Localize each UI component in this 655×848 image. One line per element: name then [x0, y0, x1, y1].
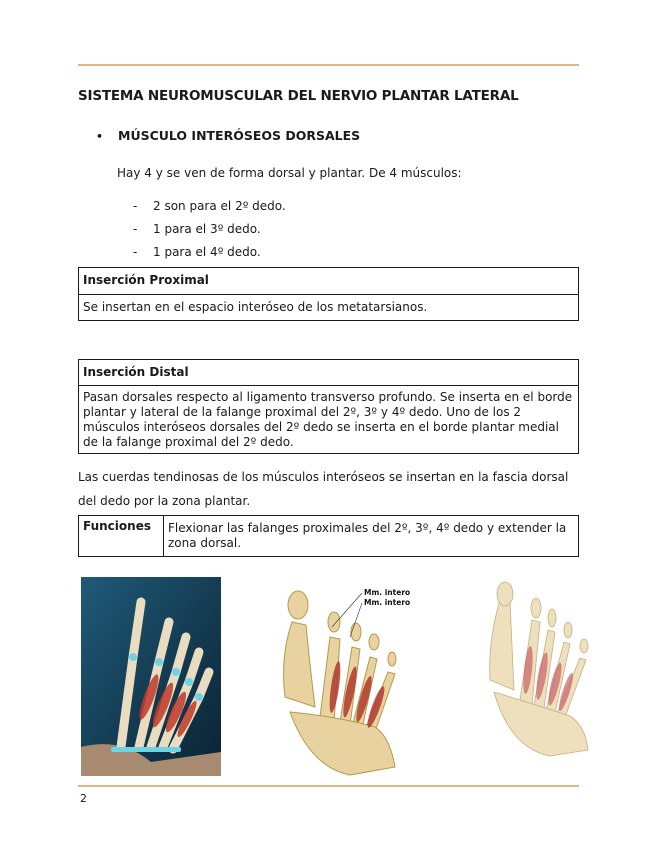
- figure-label: Mm. intero: [364, 588, 411, 597]
- list-item: - 1 para el 4º dedo.: [133, 245, 261, 259]
- section-heading: [96, 128, 360, 143]
- paragraph: Las cuerdas tendinosas de los músculos interóseos se insertan en la fascia dorsal del dedo por la zona plantar.: [78, 470, 569, 508]
- table-header: Inserción Distal: [79, 360, 579, 386]
- table-cell: Pasan dorsales respecto al ligamento transverso profundo. Se inserta en el borde plantar y lateral de la falange proximal del 2º, 3º y 4º dedo. Uno de los 2 músculos interóseos dorsales del 2º dedo se inserta en el borde plantar medial de la falange proximal del 2º dedo.: [79, 386, 579, 454]
- figure-label: Mm. intero: [364, 598, 411, 607]
- funciones-table: [78, 515, 579, 557]
- foot-interossei-illustration: [480, 580, 595, 760]
- insercion-distal-table: [78, 359, 579, 454]
- table-cell: Se insertan en el espacio interóseo de los metatarsianos.: [79, 295, 579, 321]
- table-header: Inserción Proximal: [79, 268, 579, 295]
- footer-rule: [78, 785, 579, 787]
- table-cell: Flexionar las falanges proximales del 2º, 3º, 4º dedo y extender la zona dorsal.: [164, 516, 579, 557]
- insercion-proximal-table: [78, 267, 579, 321]
- page-title: SISTEMA NEUROMUSCULAR DEL NERVIO PLANTAR LATERAL: [78, 88, 519, 104]
- page-number: 2: [80, 792, 87, 805]
- bullet-icon: •: [96, 130, 104, 143]
- list-item: - 1 para el 3º dedo.: [133, 222, 261, 236]
- header-rule: [78, 64, 579, 66]
- table-header: Funciones: [79, 516, 164, 557]
- section-heading-text: MÚSCULO INTERÓSEOS DORSALES: [118, 128, 361, 143]
- list-item: - 2 son para el 2º dedo.: [133, 199, 286, 213]
- intro-text: Hay 4 y se ven de forma dorsal y plantar. De 4 músculos:: [117, 166, 462, 180]
- foot-3d-illustration: [81, 577, 221, 776]
- foot-anatomy-illustration: [270, 577, 420, 777]
